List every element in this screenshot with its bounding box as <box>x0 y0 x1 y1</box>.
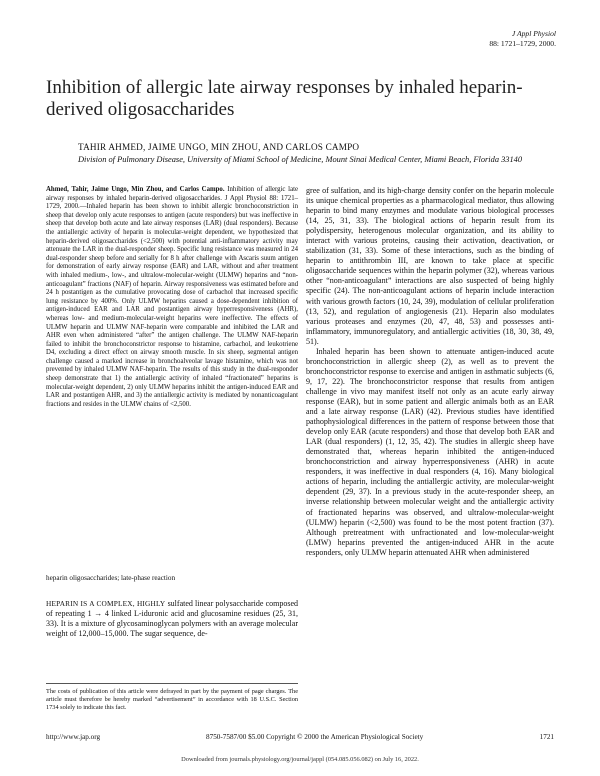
author-affiliation: Division of Pulmonary Disease, University of Miami School of Medicine, Mount Sinai Medical Center, Miami Beach, Florida 33140 <box>78 155 523 164</box>
introduction-column-2 <box>306 186 554 558</box>
footnote: The costs of publication of this article were defrayed in part by the payment of page charges. The article must therefore be hereby marked “advertisement” in accordance with 18 U.S.C. Section 1734 solely to indicate this fact. <box>46 688 298 712</box>
author-list: TAHIR AHMED, JAIME UNGO, MIN ZHOU, AND CARLOS CAMPO <box>78 142 360 152</box>
footer-url[interactable]: http://www.jap.org <box>46 733 101 741</box>
journal-volume-pages: 88: 1721–1729, 2000. <box>489 39 556 48</box>
keywords: heparin oligosaccharides; late-phase reaction <box>46 574 176 582</box>
abstract-body: Inhibition of allergic late airway responses by inhaled heparin-derived oligosaccharides. J Appl Physiol 88: 1721–1729, 2000.—Inhaled heparin has been shown to inhibit allergic bronchoconstriction in sheep that develop only acute responses to antigen (acute responders) but was ineffective in sheep that develop both acute and late airway responses (LAR) (dual responders). Because the antiallergic activity of heparin is molecular-weight dependent, we hypothesized that heparin-derived oligosaccharides (<2,500) with potential anti-inflammatory activity may attenuate the LAR in the dual-responder sheep. Specific lung resistance was measured in 24 dual-responder sheep before and serially for 8 h after challenge with Ascaris suum antigen for demonstration of early airway response (EAR) and LAR, without and after treatment with inhaled medium-, low-, and ultralow-molecular-weight (ULMW) heparins and “non-anticoagulant” fractions (NAF) of heparin. Airway responsiveness was estimated before and 24 h postantigen as the cumulative provocating dose of carbachol that increased specific lung resistance by 400%. Only ULMW heparins caused a dose-dependent inhibition of antigen-induced EAR and LAR and postantigen airway hyperresponsiveness (AHR), whereas low- and medium-molecular-weight heparins were ineffective. The effects of ULMW heparin and ULMW NAF-heparin were comparable and inhibited the LAR and AHR even when administered “after” the antigen challenge. The ULMW NAF-heparin failed to inhibit the bronchoconstrictor response to histamine, carbachol, and leukotriene D4, excluding a direct effect on airway smooth muscle. In six sheep, segmental antigen challenge caused a marked increase in bronchoalveolar lavage histamine, which was not prevented by inhaled ULMW NAF-heparin. The results of this study in the dual-responder sheep demonstrate that 1) the antiallergic activity of inhaled “fractionated” heparins is molecular-weight dependent, 2) only ULMW heparins inhibit the antigen-induced EAR and LAR and postantigen AHR, and 3) the antiallergic activity is mediated by nonanticoagulant fractions and resides in the ULMW chains of <2,500. <box>46 186 298 408</box>
abstract-citation-lead: Ahmed, Tahir, Jaime Ungo, Min Zhou, and Carlos Campo. <box>46 186 225 193</box>
download-notice: Downloaded from journals.physiology.org/journal/jappl (054.085.056.082) on July 16, 2022. <box>181 756 419 763</box>
journal-name: J Appl Physiol <box>511 29 556 38</box>
footer-copyright: 8750-7587/00 $5.00 Copyright © 2000 the American Physiological Society <box>206 733 424 741</box>
paragraph: Inhaled heparin has been shown to attenuate antigen-induced acute bronchoconstriction in allergic sheep (2), as well as to prevent the bronchoconstrictor response to exercise and antigen in asthmatic subjects (6, 9, 17, 22). The bronchoconstrictor response that results from antigen challenge in vivo may manifest itself not only as an acute early airway response (EAR), but in some patient and allergic animals both as an EAR and a late airway response (LAR) (42). Previous studies have identified pathophysiological differences in the pattern of response between those that develop only EAR (acute responders) and those that develop both EAR and LAR (dual responders) (1, 12, 35, 42). The studies in allergic sheep have demonstrated that, whereas heparin inhibited the antigen-induced bronchoconstriction and airway hyperresponsiveness (AHR) in acute responders, it was ineffective in dual responders (4, 16). Many biological actions of heparin, including the antiallergic activity, are molecular-weight dependent (29, 37). In a previous study in the acute-responder sheep, an inverse relationship between molecular weight and the antiallergic activity of fractionated heparins was observed, and ultralow-molecular-weight (ULMW) heparin (<2,500) was found to be the most potent fraction (37). Although pretreatment with unfractionated and low-molecular-weight (LMW) heparins prevented the antigen-induced AHR in the acute responders, only ULMW heparin attenuated AHR when administered <box>306 346 554 557</box>
footnote-divider <box>46 683 298 684</box>
article-title: Inhibition of allergic late airway responses by inhaled heparin-derived oligosaccharides <box>46 77 523 120</box>
abstract <box>46 186 298 409</box>
introduction-text: sulfated linear polysaccharide composed of repeating 1 → 4 linked L-iduronic acid and glucosamine residues (25, 31, 33). It is a mixture of glycosaminoglycan polymers with an average molecular weight of 12,000–15,000. The sugar sequence, de- <box>46 599 299 638</box>
introduction-lead-caps: HEPARIN IS A COMPLEX, HIGHLY <box>46 599 166 608</box>
page-number: 1721 <box>539 733 554 741</box>
paragraph: gree of sulfation, and its high-charge density confer on the heparin molecule its unique chemical properties as a pharmacological mediator, thus allowing heparin to bind many enzymes and modulate various biological processes (14, 25, 31, 33). The biological actions of heparin result from its polydispersity, heterogenous molecular organization, and its ability to interact with various proteins, causing their activation, deactivation, or stabilization (31, 33). Some of these interactions, such as the binding of heparin to antithrombin III, are known to take place at specific oligosaccharide sequences within the heparin polymer (32), whereas various other “non-anticoagulant” interactions are also suspected of being highly specific (24). The non-anticoagulant actions of heparin include interaction with various growth factors (10, 24, 39), modulation of cellular proliferation (13, 52), and regulation of angiogenesis (21). Heparin also modulates various proteases and enzymes (20, 47, 48, 53) and possesses anti-inflammatory, immunoregulatory, and antiallergic activities (18, 30, 38, 49, 51). <box>306 186 554 346</box>
introduction-column-1 <box>46 599 298 639</box>
journal-citation <box>489 29 556 49</box>
